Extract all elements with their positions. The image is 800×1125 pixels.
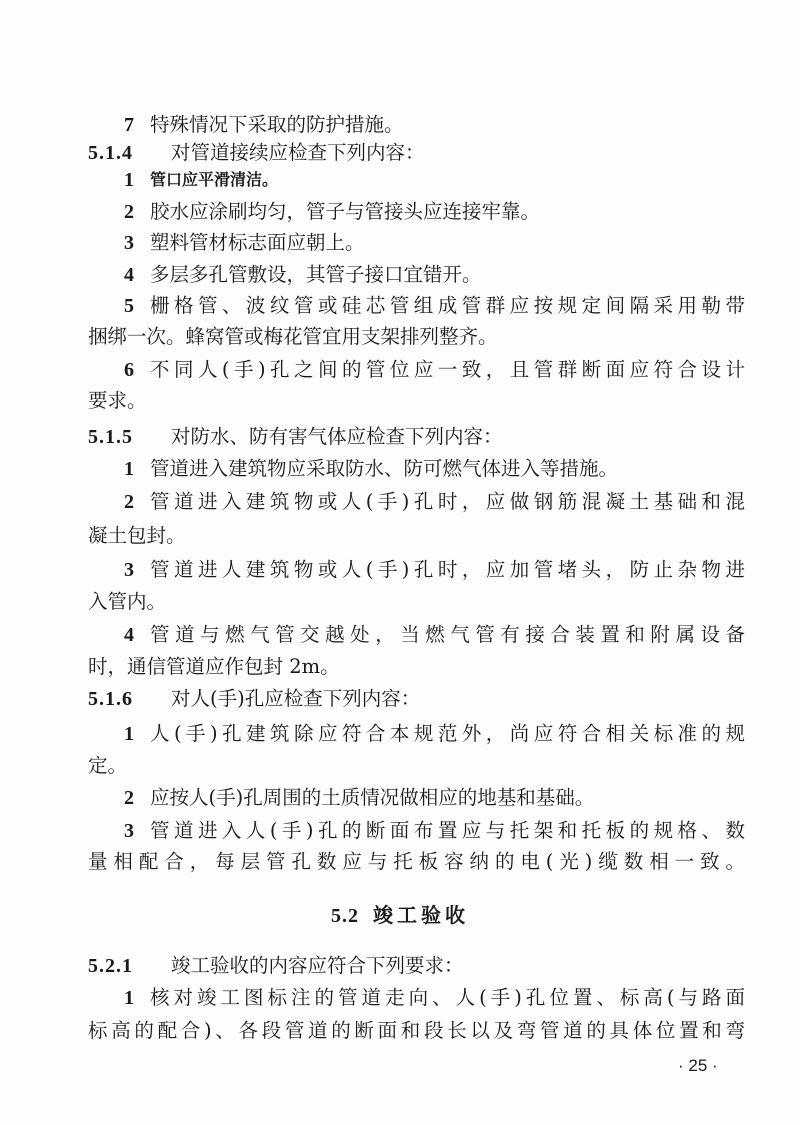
line-text: 对管道接续应检查下列内容： <box>171 141 425 164</box>
line-text: 管道与燃气管交越处，当燃气管有接合装置和附属设备 <box>150 623 745 646</box>
item-number: 1 <box>124 987 134 1009</box>
line-text: 对人(手)孔应检查下列内容： <box>171 687 421 710</box>
list-item <box>88 357 745 383</box>
line-text: 不同人(手)孔之间的管位应一致，且管群断面应符合设计 <box>150 358 745 381</box>
item-number: 5 <box>124 295 134 317</box>
list-item <box>88 557 745 583</box>
list-item <box>88 167 745 193</box>
line-text: 竣工验收的内容应符合下列要求： <box>171 954 464 977</box>
item-number: 3 <box>124 559 134 581</box>
line-text: 核对竣工图标注的管道走向、人(手)孔位置、标高(与路面 <box>150 986 745 1009</box>
continuation-line <box>88 388 745 414</box>
line-text: 时，通信管道应作包封 2m。 <box>88 655 340 678</box>
item-number: 1 <box>124 169 134 191</box>
continuation-line <box>88 324 745 350</box>
list-item <box>88 721 745 747</box>
clause <box>88 140 745 166</box>
list-item <box>88 230 745 256</box>
line-text: 捆绑一次。蜂窝管或梅花管宜用支架排列整齐。 <box>88 325 498 348</box>
line-text: 要求。 <box>88 389 147 412</box>
item-number: 6 <box>124 359 134 381</box>
continuation-line <box>88 1018 745 1044</box>
line-text: 多层多孔管敷设，其管子接口宜错开。 <box>150 263 482 286</box>
item-number: 7 <box>124 114 134 136</box>
item-number: 2 <box>124 201 134 223</box>
section-heading-title: 竣工验收 <box>373 903 469 927</box>
item-number: 1 <box>124 723 134 745</box>
clause-number: 5.1.5 <box>88 426 133 448</box>
list-item <box>88 985 745 1011</box>
list-item <box>88 818 745 844</box>
item-number: 3 <box>124 820 134 842</box>
line-text: 标高的配合)、各段管道的断面和段长以及弯管道的具体位置和弯 <box>88 1019 745 1042</box>
list-item <box>88 785 745 811</box>
continuation-line <box>88 753 745 779</box>
line-text: 入管内。 <box>88 590 167 613</box>
list-item <box>88 489 745 515</box>
clause-number: 5.1.6 <box>88 688 133 710</box>
item-number: 2 <box>124 787 134 809</box>
continuation-line <box>88 523 745 549</box>
item-number: 3 <box>124 232 134 254</box>
item-number: 4 <box>124 624 134 646</box>
clause-number: 5.1.4 <box>88 142 133 164</box>
list-item <box>88 112 745 138</box>
list-item <box>88 262 745 288</box>
line-text: 特殊情况下采取的防护措施。 <box>150 113 404 136</box>
item-number: 1 <box>124 458 134 480</box>
line-text: 管道进入建筑物或人(手)孔时，应做钢筋混凝土基础和混 <box>150 490 745 513</box>
list-item <box>88 456 745 482</box>
item-number: 2 <box>124 491 134 513</box>
item-number: 4 <box>124 264 134 286</box>
line-text: 量相配合，每层管孔数应与托板容纳的电(光)缆数相一致。 <box>88 850 745 873</box>
clause <box>88 686 745 712</box>
line-text: 管道进入建筑物应采取防水、防可燃气体进入等措施。 <box>150 457 619 480</box>
line-text: 对防水、防有害气体应检查下列内容： <box>171 425 503 448</box>
clause <box>88 953 745 979</box>
continuation-line <box>88 849 745 875</box>
section-heading <box>0 899 800 928</box>
line-text: 应按人(手)孔周围的土质情况做相应的地基和基础。 <box>150 786 595 809</box>
list-item <box>88 622 745 648</box>
list-item <box>88 199 745 225</box>
line-text: 栅格管、波纹管或硅芯管组成管群应按规定间隔采用勒带 <box>150 294 745 317</box>
line-text: 定。 <box>88 754 128 777</box>
line-text: 管道进入人(手)孔的断面布置应与托架和托板的规格、数 <box>150 819 745 842</box>
clause-number: 5.2.1 <box>88 955 133 977</box>
line-text: 管道进人建筑物或人(手)孔时，应加管堵头，防止杂物进 <box>150 558 745 581</box>
continuation-line <box>88 589 745 615</box>
section-heading-number: 5.2 <box>331 905 359 927</box>
list-item <box>88 293 745 319</box>
line-text: 凝土包封。 <box>88 524 186 547</box>
page-number: · 25 · <box>678 1056 718 1075</box>
continuation-line <box>88 654 745 680</box>
line-text: 管口应平滑清洁。 <box>150 170 279 189</box>
line-text: 胶水应涂刷均匀，管子与管接头应连接牢靠。 <box>150 200 541 223</box>
line-text: 塑料管材标志面应朝上。 <box>150 231 365 254</box>
clause <box>88 424 745 450</box>
line-text: 人(手)孔建筑除应符合本规范外，尚应符合相关标准的规 <box>150 722 745 745</box>
